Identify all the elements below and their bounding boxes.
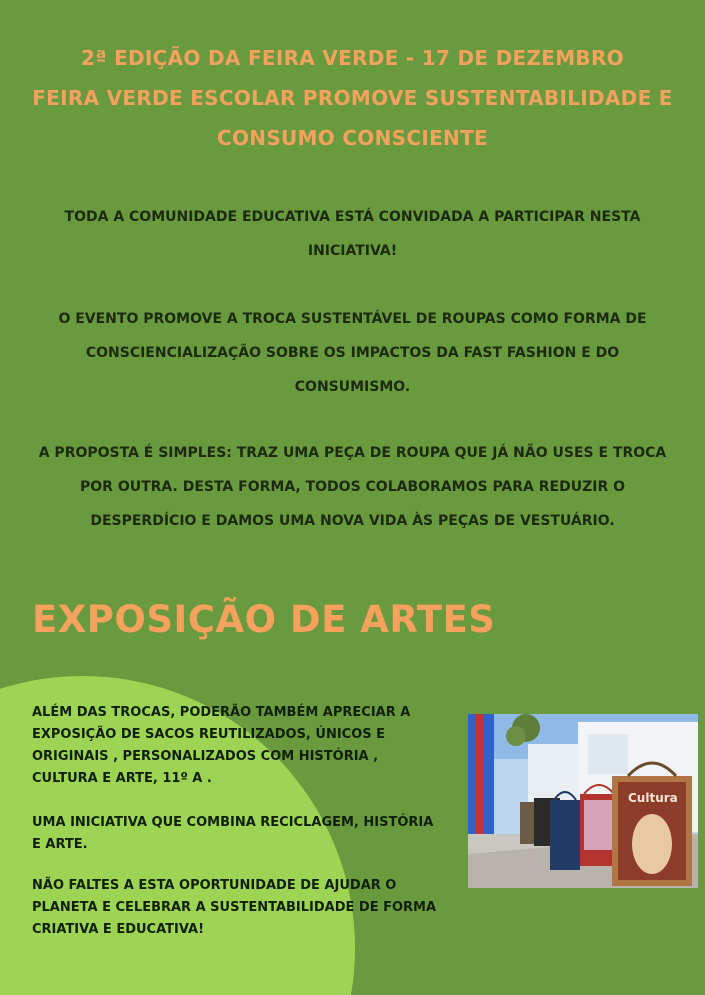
- exhibition-paragraph-1: ALÉM DAS TROCAS, PODERÃO TAMBÉM APRECIAR A EXPOSIÇÃO DE SACOS REUTILIZADOS, ÚNICOS E ORIGINAIS , PERSONALIZADOS COM HISTÓRIA , CULTURA E ARTE, 11º A .: [32, 705, 411, 786]
- event-date-title: 2ª EDIÇÃO DA FEIRA VERDE - 17 DE DEZEMBRO: [81, 46, 624, 70]
- bags-exhibition-photo: [468, 714, 698, 888]
- header: [20, 38, 685, 158]
- exhibition-paragraph-2: UMA INICIATIVA QUE COMBINA RECICLAGEM, HISTÓRIA E ARTE.: [32, 815, 434, 852]
- intro-paragraph-3: A PROPOSTA É SIMPLES: TRAZ UMA PEÇA DE ROUPA QUE JÁ NÃO USES E TROCA POR OUTRA. DESTA FORMA, TODOS COLABORAMOS PARA REDUZIR O DESPERDÍCIO E DAMOS UMA NOVA VIDA ÀS PEÇAS DE VESTUÁRIO.: [38, 445, 667, 529]
- intro-paragraph-1: TODA A COMUNIDADE EDUCATIVA ESTÁ CONVIDADA A PARTICIPAR NESTA INICIATIVA!: [64, 209, 641, 259]
- intro-paragraph-2: O EVENTO PROMOVE A TROCA SUSTENTÁVEL DE ROUPAS COMO FORMA DE CONSCIENCIALIZAÇÃO SOBRE OS IMPACTOS DA FAST FASHION E DO CONSUMISMO.: [58, 311, 647, 395]
- exhibition-paragraph-3: NÃO FALTES A ESTA OPORTUNIDADE DE AJUDAR O PLANETA E CELEBRAR A SUSTENTABILIDADE DE FORMA CRIATIVA E EDUCATIVA!: [32, 878, 437, 937]
- exhibition-title: EXPOSIÇÃO DE ARTES: [32, 598, 496, 641]
- bag-label: Cultura: [628, 791, 678, 805]
- event-subtitle: FEIRA VERDE ESCOLAR PROMOVE SUSTENTABILIDADE E CONSUMO CONSCIENTE: [32, 86, 673, 150]
